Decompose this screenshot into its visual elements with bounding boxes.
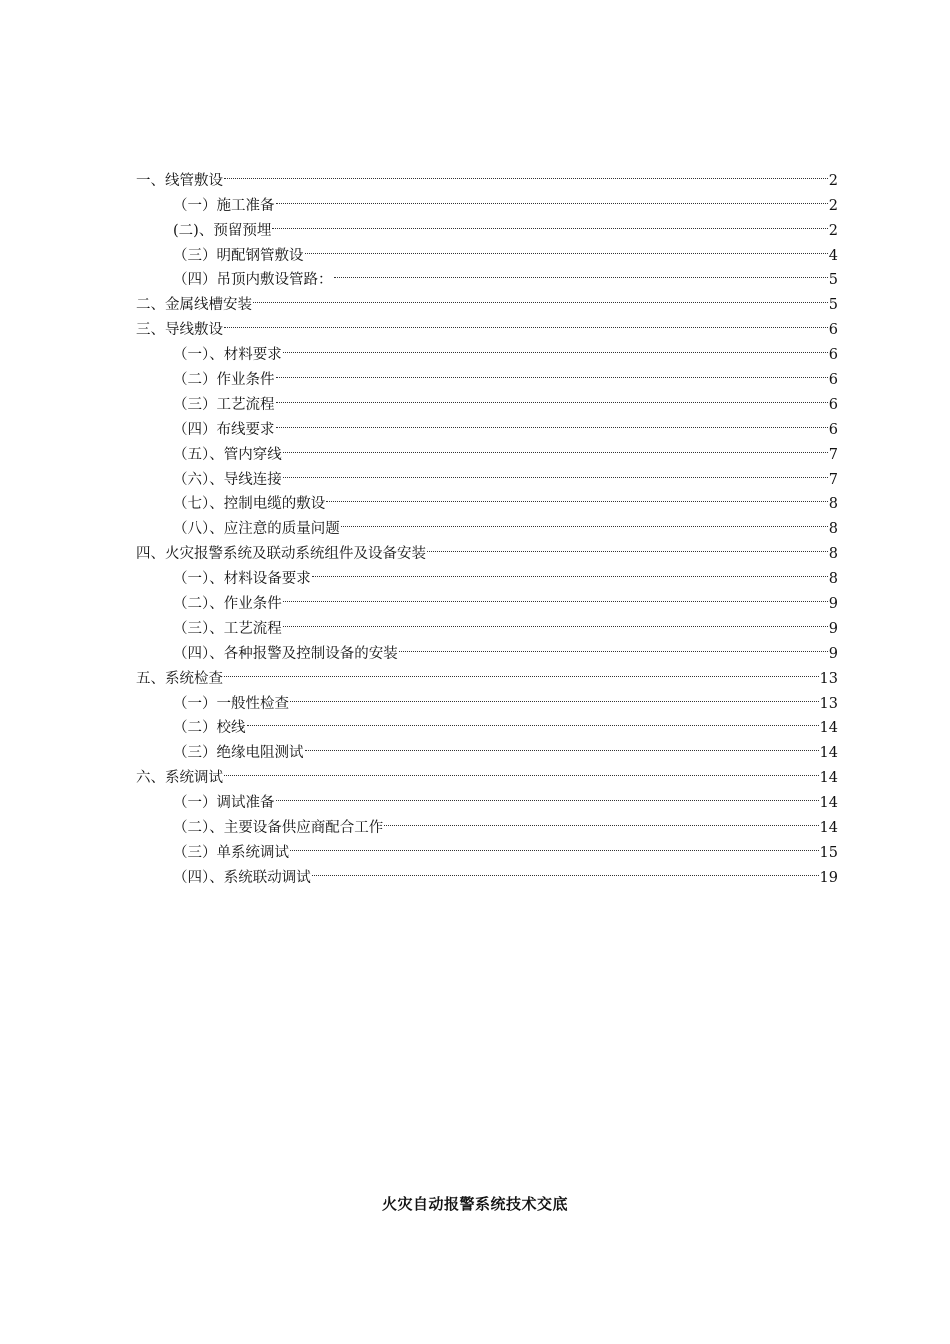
toc-dot-leader (341, 508, 828, 533)
toc-dot-leader (276, 185, 828, 210)
toc-dot-leader (272, 210, 827, 235)
toc-entry-title: （一）调试准备 (173, 795, 275, 812)
toc-entry-page-number: 4 (828, 247, 838, 264)
toc-entry-title: 二、金属线槽安装 (136, 297, 252, 314)
toc-entry-page-number: 5 (828, 272, 838, 289)
toc-entry-page-number: 6 (828, 396, 838, 413)
toc-entry-page-number: 2 (828, 197, 838, 214)
toc-entry-page-number: 9 (828, 645, 838, 662)
toc-entry-page-number: 6 (828, 372, 838, 389)
toc-entry-title: (二)、预留预埋 (173, 222, 272, 239)
toc-entry-title: （二）校线 (173, 720, 246, 737)
toc-entry[interactable] (136, 309, 838, 339)
toc-dot-leader (224, 658, 819, 683)
toc-dot-leader (427, 533, 828, 558)
toc-dot-leader (224, 160, 828, 185)
toc-entry-title: （一）、材料要求 (173, 347, 282, 364)
toc-entry-page-number: 6 (828, 421, 838, 438)
toc-entry-page-number: 2 (828, 172, 838, 189)
table-of-contents (136, 160, 838, 886)
toc-entry-title: （三）单系统调试 (173, 844, 289, 861)
toc-entry[interactable] (136, 160, 838, 189)
toc-entry[interactable] (136, 683, 838, 712)
toc-entry-title: 五、系统检查 (136, 670, 223, 687)
toc-entry[interactable] (136, 782, 838, 812)
toc-entry-page-number: 7 (828, 471, 838, 488)
toc-entry-page-number: 14 (819, 745, 838, 762)
toc-dot-leader (334, 260, 828, 285)
toc-entry-page-number: 14 (819, 720, 838, 737)
toc-dot-leader (224, 757, 819, 782)
toc-entry-page-number: 6 (828, 322, 838, 339)
toc-entry[interactable] (136, 757, 838, 787)
toc-entry-page-number: 19 (819, 869, 838, 886)
toc-dot-leader (283, 434, 828, 459)
toc-entry[interactable] (136, 185, 838, 214)
toc-entry-page-number: 14 (819, 795, 838, 812)
toc-entry-title: （八）、应注意的质量问题 (173, 521, 340, 538)
toc-entry-title: （五）、管内穿线 (173, 446, 282, 463)
toc-entry-page-number: 8 (828, 571, 838, 588)
toc-entry-title: （一）一般性检查 (173, 695, 289, 712)
toc-entry-title: （四）吊顶内敷设管路： (173, 272, 333, 289)
toc-dot-leader (399, 633, 828, 658)
toc-dot-leader (224, 309, 828, 334)
toc-dot-leader (305, 732, 819, 757)
toc-entry-title: （二）作业条件 (173, 372, 275, 389)
toc-entry-title: （四）布线要求 (173, 421, 275, 438)
toc-entry-page-number: 5 (828, 297, 838, 314)
toc-entry-title: （三）明配钢管敷设 (173, 247, 304, 264)
toc-dot-leader (290, 683, 819, 708)
toc-dot-leader (283, 583, 828, 608)
toc-entry-title: 一、线管敷设 (136, 172, 223, 189)
toc-entry-title: （三）工艺流程 (173, 396, 275, 413)
toc-entry-title: 四、火灾报警系统及联动系统组件及设备安装 (136, 546, 426, 563)
toc-dot-leader (276, 359, 828, 384)
toc-entry-page-number: 6 (828, 347, 838, 364)
toc-entry-title: （四）、系统联动调试 (173, 869, 311, 886)
toc-dot-leader (305, 235, 828, 260)
toc-dot-leader (247, 708, 819, 733)
toc-entry-title: （一）施工准备 (173, 197, 275, 214)
toc-entry-title: （二）、主要设备供应商配合工作 (173, 820, 384, 837)
toc-dot-leader (253, 284, 828, 309)
toc-entry-title: （一）、材料设备要求 (173, 571, 311, 588)
toc-entry-page-number: 15 (819, 844, 838, 861)
toc-entry[interactable] (136, 334, 838, 364)
toc-entry-page-number: 8 (828, 521, 838, 538)
toc-entry-page-number: 14 (819, 820, 838, 837)
toc-dot-leader (290, 832, 819, 857)
toc-dot-leader (312, 558, 828, 583)
toc-entry-title: （三）绝缘电阻测试 (173, 745, 304, 762)
toc-dot-leader (283, 334, 828, 359)
toc-entry-title: 三、导线敷设 (136, 322, 223, 339)
toc-entry-title: 六、系统调试 (136, 770, 223, 787)
toc-dot-leader (283, 459, 828, 484)
toc-entry-page-number: 14 (819, 770, 838, 787)
toc-entry-title: （四）、各种报警及控制设备的安装 (173, 645, 398, 662)
toc-dot-leader (276, 409, 828, 434)
toc-entry-page-number: 8 (828, 546, 838, 563)
toc-entry-page-number: 9 (828, 620, 838, 637)
toc-entry-page-number: 2 (828, 222, 838, 239)
document-title: 火灾自动报警系统技术交底 (381, 1195, 568, 1213)
toc-entry-page-number: 9 (828, 596, 838, 613)
toc-entry-title: （六）、导线连接 (173, 471, 282, 488)
toc-entry[interactable] (136, 658, 838, 687)
toc-dot-leader (326, 484, 828, 509)
toc-entry-page-number: 7 (828, 446, 838, 463)
toc-entry-title: （二）、作业条件 (173, 596, 282, 613)
toc-dot-leader (283, 608, 828, 633)
toc-dot-leader (384, 807, 818, 832)
toc-entry-page-number: 8 (828, 496, 838, 513)
toc-dot-leader (276, 782, 819, 807)
toc-dot-leader (276, 384, 828, 409)
toc-entry-title: （七）、控制电缆的敷设 (173, 496, 326, 513)
toc-dot-leader (312, 857, 819, 882)
toc-entry-page-number: 13 (819, 670, 838, 687)
toc-entry-page-number: 13 (819, 695, 838, 712)
toc-entry-title: （三）、工艺流程 (173, 620, 282, 637)
